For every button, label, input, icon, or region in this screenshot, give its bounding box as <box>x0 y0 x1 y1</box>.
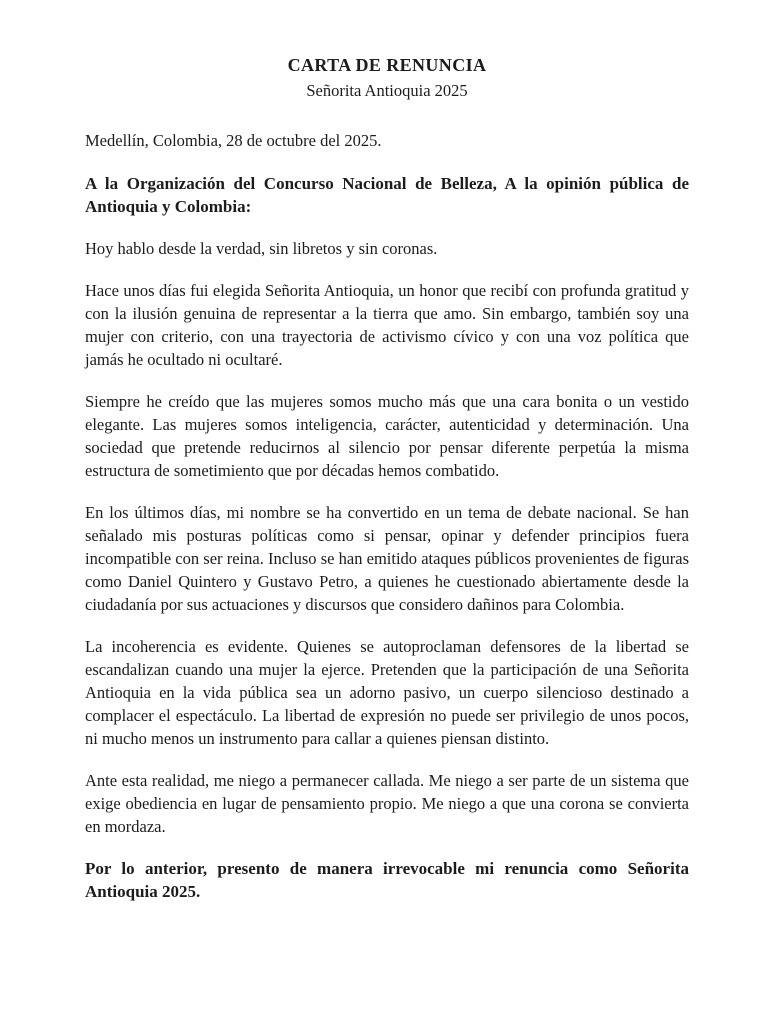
letter-paragraph-6: Ante esta realidad, me niego a permanecer callada. Me niego a ser parte de un sistema que exige obediencia en lugar de pensamiento propio. Me niego a que una corona se convierta en mordaza. <box>85 771 689 836</box>
letter-title: CARTA DE RENUNCIA <box>287 55 487 75</box>
letter-subtitle: Señorita Antioquia 2025 <box>306 81 468 100</box>
letter-closing: Por lo anterior, presento de manera irrevocable mi renuncia como Señorita Antioquia 2025. <box>85 859 689 901</box>
letter-paragraph-4: En los últimos días, mi nombre se ha convertido en un tema de debate nacional. Se han señalado mis posturas políticas como si pensar, opinar y defender principios fuera incompatible con ser reina. Incluso se han emitido ataques públicos provenientes de figuras como Daniel Quintero y Gustavo Petro, a quienes he cuestionado abiertamente desde la ciudadanía por sus actuaciones y discursos que considero dañinos para Colombia. <box>85 503 689 614</box>
letter-dateline: Medellín, Colombia, 28 de octubre del 2025. <box>85 131 382 150</box>
letter-salutation: A la Organización del Concurso Nacional de Belleza, A la opinión pública de Antioquia y Colombia: <box>85 174 689 216</box>
letter-paragraph-1: Hoy hablo desde la verdad, sin libretos y sin coronas. <box>85 239 438 258</box>
letter-paragraph-3: Siempre he creído que las mujeres somos mucho más que una cara bonita o un vestido elegante. Las mujeres somos inteligencia, carácter, autenticidad y determinación. Una sociedad que pretende reducirnos al silencio por pensar diferente perpetúa la misma estructura de sometimiento que por décadas hemos combatido. <box>85 392 689 480</box>
letter-paragraph-5: La incoherencia es evidente. Quienes se autoproclaman defensores de la libertad se escandalizan cuando una mujer la ejerce. Pretenden que la participación de una Señorita Antioquia en la vida pública sea un adorno pasivo, un cuerpo silencioso destinado a complacer el espectáculo. La libertad de expresión no puede ser privilegio de unos pocos, ni mucho menos un instrumento para callar a quienes piensan distinto. <box>85 637 689 748</box>
letter-paragraph-2: Hace unos días fui elegida Señorita Antioquia, un honor que recibí con profunda gratitud y con la ilusión genuina de representar a la tierra que amo. Sin embargo, también soy una mujer con criterio, con una trayectoria de activismo cívico y con una voz política que jamás he ocultado ni ocultaré. <box>85 281 689 369</box>
